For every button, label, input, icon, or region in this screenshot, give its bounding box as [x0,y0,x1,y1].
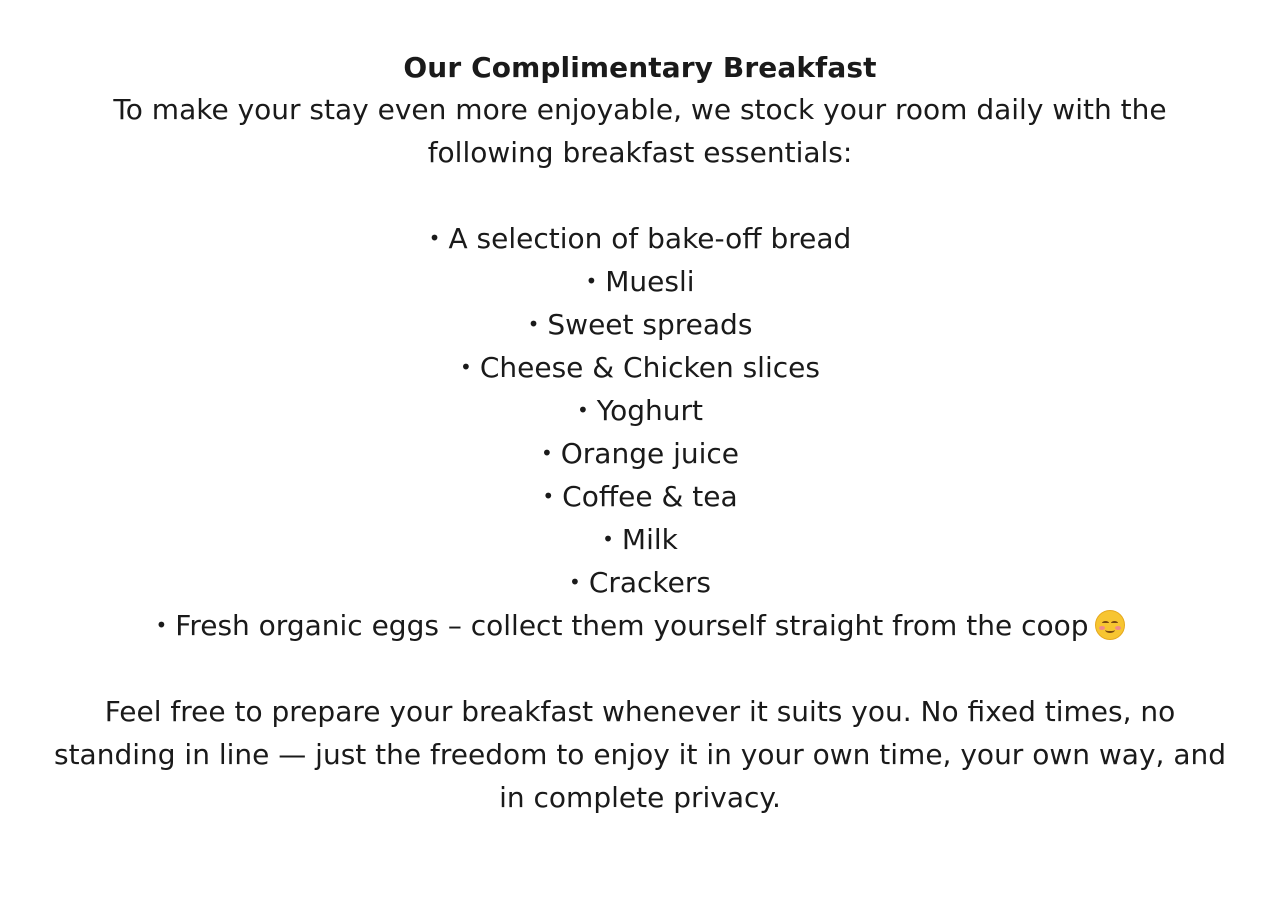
list-item-label: Cheese & Chicken slices [479,351,820,384]
bullet-icon: • [602,527,614,551]
page-title: Our Complimentary Breakfast [403,51,877,84]
bullet-icon: • [540,441,553,465]
list-item [0,260,1280,303]
list-item [0,604,1280,647]
list-item-label: Orange juice [560,437,740,470]
bullet-icon: • [527,312,540,336]
list-item-label: Crackers [588,566,711,599]
bullet-icon: • [585,269,598,293]
list-item [0,518,1280,561]
outro-text: Feel free to prepare your breakfast whenever it suits you. No fixed times, no standing in line — just the freedom to enjoy it in your own time, your own way, and in complete privacy. [53,695,1227,814]
list-item-label: A selection of bake-off bread [448,222,852,255]
spacer [0,174,1280,217]
list-item-label: Yoghurt [596,394,704,427]
intro-text: To make your stay even more enjoyable, we stock your room daily with the following breakfast essentials: [113,93,1167,169]
smiling-face-icon [1095,610,1125,640]
list-item [0,561,1280,604]
list-item-label: Sweet spreads [547,308,753,341]
list-item [0,217,1280,260]
list-item-label: Coffee & tea [562,480,738,513]
bullet-icon: • [576,398,589,422]
bullet-icon: • [460,355,472,379]
list-item [0,346,1280,389]
spacer [0,647,1280,690]
list-item [0,475,1280,518]
bullet-icon: • [569,570,581,594]
bullet-icon: • [155,613,168,637]
list-item-label: Fresh organic eggs – collect them yourself straight from the coop [175,609,1089,642]
bullet-icon: • [542,484,555,508]
list-item-label: Milk [621,523,678,556]
breakfast-items-list [0,217,1280,647]
bullet-icon: • [428,226,441,250]
list-item-label: Muesli [605,265,695,298]
list-item [0,303,1280,346]
list-item [0,432,1280,475]
list-item [0,389,1280,432]
